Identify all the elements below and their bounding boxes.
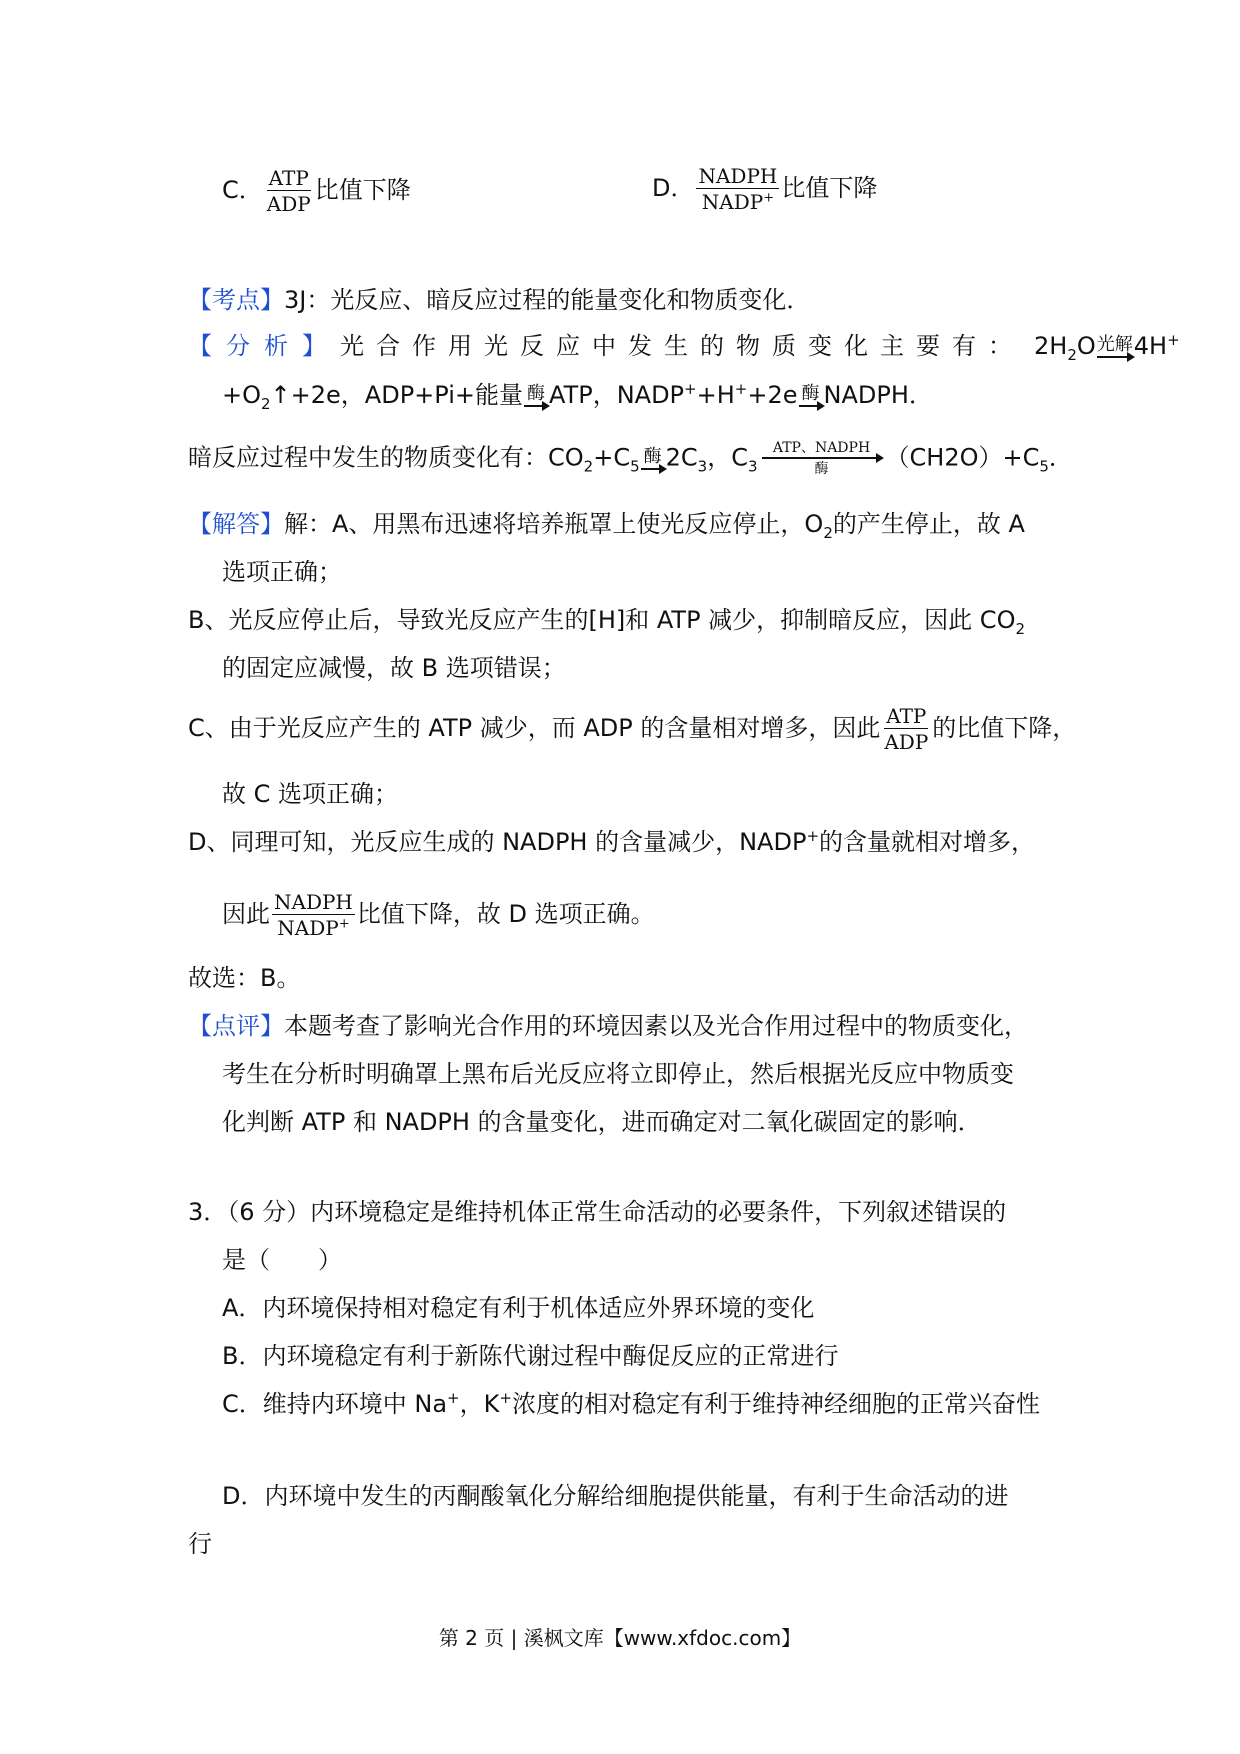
atp-nadph-enzyme-arrow: ATP、NADPH 酶 [762, 441, 882, 476]
option-c: C．维持内环境中 Na+，K+浓度的相对稳定有利于维持神经细胞的正常兴奋性 [222, 1389, 1040, 1418]
nadph-nadp-fraction: $\frac{\text{NADPH}}{NADP^+}$ [698, 164, 778, 214]
atp-adp-fraction: $\frac{\text{ATP}}{\text{ADP}}$ [884, 704, 929, 754]
dianping-line-2: 考生在分析时明确罩上黑布后光反应将立即停止，然后根据光反应中物质变 [222, 1060, 1014, 1088]
jieda-tag: 【解答】 [188, 510, 284, 538]
jieda-line-c1: C、由于光反应产生的 ATP 减少，而 ADP 的含量相对增多，因此 $\frac{\text{ATP}}{\text{ADP}}$ 的比值下降， [188, 704, 1077, 754]
kaodian-line: 【考点】3J：光反应、暗反应过程的能量变化和物质变化． [188, 286, 811, 314]
enzyme-arrow: 酶 [524, 385, 548, 407]
dianping-tag: 【点评】 [188, 1012, 284, 1040]
dark-reaction-line: 暗反应过程中发生的物质变化有：$CO_2+C_5$ 酶 $2C_3$，$C_3$ ATP、NADPH 酶 $(CH2O)+C_5$． [188, 440, 1073, 477]
kaodian-tag: 【考点】 [188, 286, 284, 314]
fenxi-line-1: 【分析】光合作用光反应中发生的物质变化主要有： $2H_2O$ 光解 4H+ [188, 331, 1180, 364]
enzyme-arrow: 酶 [799, 385, 823, 407]
option-c-top: C． $\frac{\text{ATP}}{\text{ADP}}$ 比值下降 [222, 166, 411, 216]
jieda-line-a2: 选项正确； [222, 558, 342, 586]
jieda-line-d1: D、同理可知，光反应生成的 NADPH 的含量减少，NADP+的含量就相对增多， [188, 827, 1036, 856]
jieda-line-b2: 的固定应减慢，故 B 选项错误； [222, 654, 566, 682]
jieda-line-b1: B、光反应停止后，导致光反应产生的[H]和 ATP 减少，抑制暗反应，因此 $CO_2$ [188, 606, 1026, 638]
fenxi-tag: 【分析】 [188, 332, 340, 360]
nadph-nadp-fraction: $\frac{\text{NADPH}}{NADP^+}$ [274, 890, 353, 940]
option-d-top: D． $\frac{\text{NADPH}}{NADP^+}$ 比值下降 [652, 164, 878, 214]
question-3-stem-2: 是（ ） [222, 1246, 342, 1274]
jieda-line-a1: 【解答】解：A、用黑布迅速将培养瓶罩上使光反应停止，$O_2$的产生停止，故 A [188, 510, 1025, 542]
page-footer: 第 2 页 | 溪枫文库【www.xfdoc.com】 [438, 1626, 802, 1650]
dianping-line-1: 【点评】本题考查了影响光合作用的环境因素以及光合作用过程中的物质变化， [188, 1012, 1028, 1040]
option-a: A．内环境保持相对稳定有利于机体适应外界环境的变化 [222, 1294, 815, 1322]
question-3-stem-1: 3．（6 分）内环境稳定是维持机体正常生命活动的必要条件，下列叙述错误的 [188, 1198, 1007, 1226]
option-d-line-2: 行 [188, 1530, 212, 1558]
dianping-line-3: 化判断 ATP 和 NADPH 的含量变化，进而确定对二氧化碳固定的影响． [222, 1108, 982, 1136]
enzyme-arrow: 酶 [641, 448, 665, 470]
atp-adp-fraction: $\frac{\text{ATP}}{\text{ADP}}$ [266, 166, 311, 216]
photolysis-arrow: 光解 [1097, 336, 1133, 358]
option-d-line-1: D．内环境中发生的丙酮酸氧化分解给细胞提供能量，有利于生命活动的进 [222, 1482, 1009, 1510]
option-b: B．内环境稳定有利于新陈代谢过程中酶促反应的正常进行 [222, 1342, 839, 1370]
jieda-line-c2: 故 C 选项正确； [222, 780, 399, 808]
fenxi-line-2: $+O_2↑+2e$，ADP+Pi+能量 酶 ATP，NADP++H++2e 酶 NADPH． [222, 380, 933, 413]
jieda-line-d2: 因此 $\frac{\text{NADPH}}{NADP^+}$ 比值下降，故 D 选项正确。 [222, 890, 655, 940]
answer-line: 故选：B。 [188, 964, 301, 992]
